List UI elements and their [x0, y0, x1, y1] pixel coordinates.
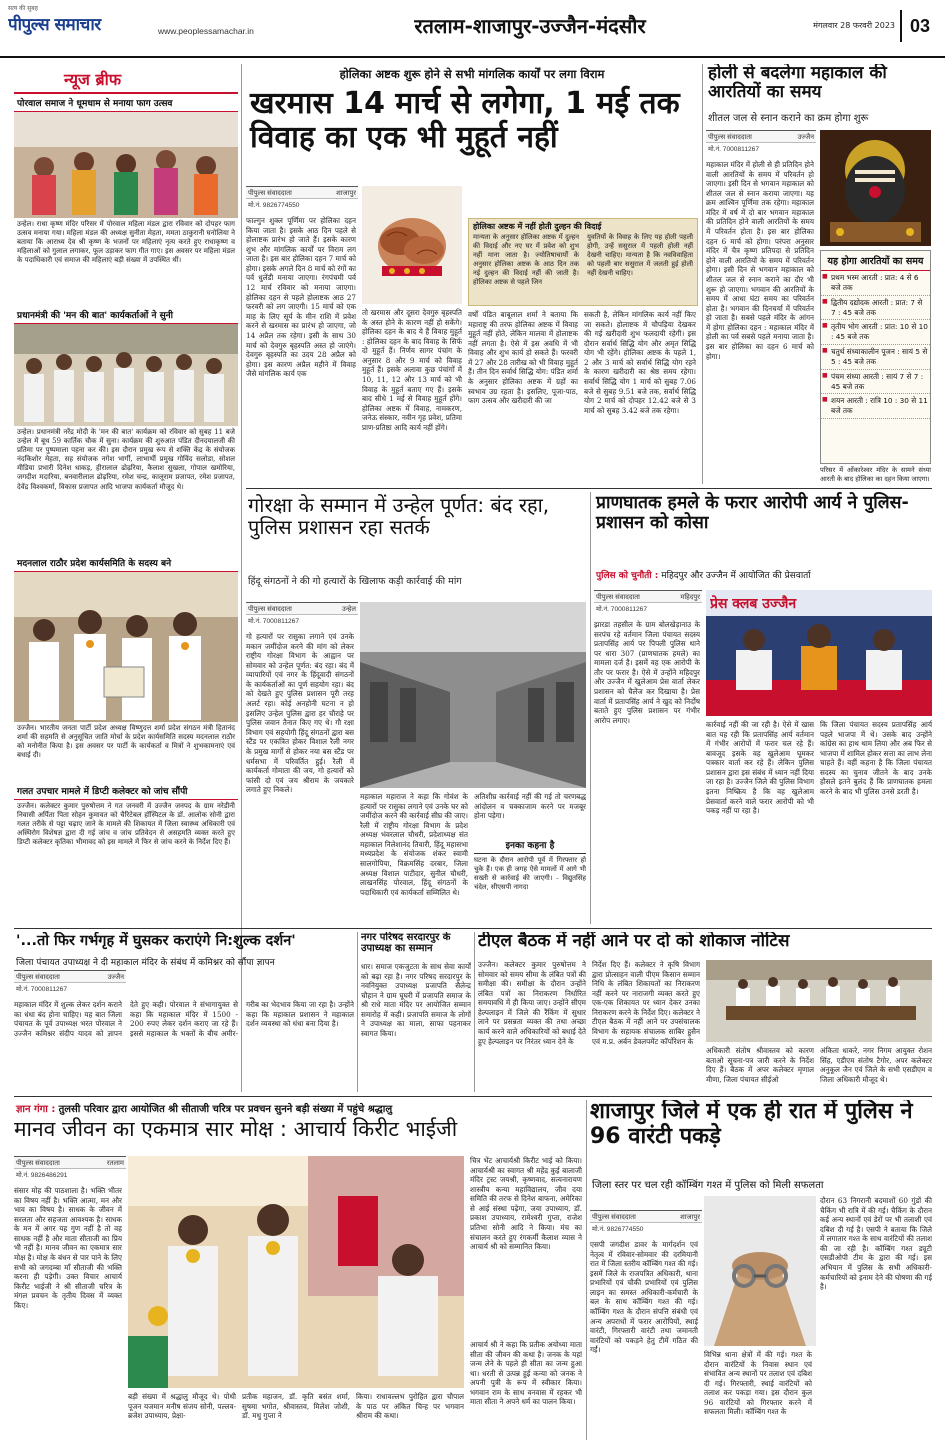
- kirit-bhaiji-photo: [128, 1156, 464, 1388]
- garbhagriha-story: [14, 932, 354, 1092]
- mahakal-body: महाकाल मंदिर में होली से ही प्रतिदिन होने वाली आरतियों के समय में परिवर्तन हो जाएगा। इसी दिन से भगवान महाकाल को शीतल जल से स्नान कराया जाएगा। यह क्रम आश्विन पूर्णिमा तक रहेगा। महाकाल मंदिर में वर्ष में दो बार भगवान महाकाल की प्रतिदिन होने वाली आरतियों के समय में परिवर्तन होता है। इस बार होलिका दहन 6 मार्च को होगा। परंपरा अनुसार मंदिर में चैत्र कृष्ण प्रतिपदा से प्रतिदिन होने वाली आरतियों के समय में परिवर्तन होगा। इसी दिन से भगवान महाकाल को शीतल जल से स्नान कराने का दौर भी शुरू हो जाएगा। भगवान की आरतियों के समय में आधा घंटा समय का परिवर्तन होता है। भगवान की दिनचर्या में परिवर्तन हो जाता है। सबसे पहले मंदिर के आंगन में होगा होलिका दहन : महाकाल मंदिर में होली का पर्व सबसे पहले मनाया जाता है। इस बार होलिका का दहन 6 मार्च को होगा।: [706, 160, 814, 361]
- edition-title: रतलाम-शाजापुर-उज्जैन-मंदसौर: [414, 14, 646, 38]
- lead-body-col1: फाल्गुन शुक्ल पूर्णिमा पर होलिका दहन किया जाता है। इसके आठ दिन पहले से होलाष्टक प्रारंभ हो जाते हैं। इसके कारण शुभ और मांगलिक कार्यों पर विराम लग जाता है। इस बार होलिका दहन 7 मार्च को होगा। इसके अगले दिन 8 मार्च को रंगों का पर्व धुलेंडी मनाया जाएगा। रंगपंचमी पर्व 12 मार्च रविवार को मनाया जाएगा। होलिका दहन से पहले होलाष्टक आठ 27 फरवरी को लग जाएगी। 15 मार्च को एक माह के लिए सूर्य के मीन राशि में प्रवेश करने से खरमास का प्रारंभ हो जाएगा, जो 14 अप्रैल तक रहेगा। इसी के साथ 30 मार्च को देवगुरु बृहस्पति अस्त हो जाएंगे। देवगुरु बृहस्पति का उदय 28 अप्रैल को होगा। इस कारण अप्रैल महीने में विवाह जैसे मांगलिक कार्य एक: [246, 216, 356, 379]
- gyan-ganga-caption2: प्रतीक महाजन, डॉ. कृति बसंत शर्मा, सुषमा भगोत, श्रीवास्तव, मिलेश जोशी, डॉ. मधु गुप्ता ने: [242, 1392, 350, 1421]
- pranghatak-byline: [594, 590, 702, 603]
- aarti-time-item: ■ प्रथम भस्म आरती : प्रात: 4 से 6 बजे तक: [821, 271, 930, 296]
- page-number: 03: [900, 10, 938, 42]
- handcuff-photo: [704, 1196, 816, 1346]
- quote-box-text: घटना के दौरान आरोपी पूर्व में गिरफ्तार हो चुके हैं। एक ही जगह ऐसे मामलों में आगे भी सख्ती से कार्रवाई की जाएगी। - विद्युतसिंह चंदेल, सीएसपी नागदा: [474, 856, 586, 892]
- mahakal-byline-block: [706, 130, 816, 154]
- nagar-parishad-headline: नगर परिषद सरदारपुर के उपाध्यक्ष का सम्मान: [361, 932, 451, 955]
- aarti-time-item: ■ द्वितीय दद्योदक आरती : प्रात: 7 से 7 : 45 बजे तक: [821, 296, 930, 321]
- empty-street-image: [360, 602, 586, 788]
- pranghatak-byline-block: [594, 590, 702, 614]
- nagar-parishad-story: [361, 932, 471, 1092]
- fag-utsav-photo: [14, 112, 238, 218]
- dateline: शाजापुर: [336, 190, 356, 197]
- gauraksha-body-col1: गो हत्यारों पर रासुका लगाने एवं उनके मकान जमींदोज करने की मांग को लेकर राष्ट्रीय गोरक्षा विभाग के आह्वान पर सोमवार को उन्हेल पूर्णत: बंद रहा। बंद में व्यापारियों एवं नगर के हिंदूवादी संगठनों के कार्यकर्ताओं का पूर्ण सहयोग रहा। बंद को देखते हुए पुलिस प्रशासन पूरी तरह अलर्ट रहा। कोई अनहोनी घटना न हो इसलिए उन्हेल पुलिस द्वारा हर चौराहे पर पुलिस जवान तैनात किए गए थे। गौ रक्षा विभाग एवं सहयोगी हिंदू संगठनों द्वारा बस स्टैंड पर एकत्रित होकर विशाल रैली नगर के प्रमुख मार्गों से होकर नया बस स्टैंड पर धर्मसभा में परिवर्तित हुई। रैली में कार्यकर्ता गोमाता की जय, गो हत्यारों को फांसी दो एवं जय श्रीराम के जयकारे लगाते हुए निकले।: [246, 632, 354, 795]
- pranghatak-kicker-red: पुलिस को चुनौती :: [596, 571, 659, 581]
- masthead: [0, 0, 945, 58]
- mahakal-footer: परिसर में ओंकारेश्वर मंदिर के सामने संध्या आरती के बाद होलिका का दहन किया जाएगा।: [820, 466, 931, 483]
- mahakal-story: [706, 64, 931, 484]
- section-divider: [246, 488, 932, 489]
- aarti-times-box: [820, 250, 931, 464]
- reporter-name: पीपुल्स संवाददाता: [16, 974, 60, 981]
- garbhagriha-byline-block: [14, 970, 126, 994]
- reporter-name: पीपुल्स संवाददाता: [592, 1214, 636, 1221]
- tl-baithak-body-col1: उज्जैन। कलेक्टर कुमार पुरुषोत्तम ने सोमवार को समय सीमा के लंबित पत्रों की समीक्षा की। समीक्षा के दौरान उन्होंने लंबित पत्रों का निराकरण निर्धारित समयावधि में ही किया जाए। उन्होंने सीएम हेल्पलाइन में जिले की रैंकिंग में सुधार लाने पर प्रसन्नता व्यक्त की तथा अच्छा कार्य करने वाले अधिकारियों को बधाई देते हुए हेल्पलाइन पर निरंतर ध्यान देने के: [478, 960, 586, 1046]
- lead-body-col3: वर्षों पंडित बाबूलाल शर्मा ने बताया कि महाराष्ट्र की तरफ होलिका अष्टक में विवाह मुहूर्त नहीं होते, लेकिन मालवा में होलाष्टक नहीं लगता है। ऐसे में इस अवधि में भी विवाह और शुभ कार्य हो सकते हैं। फरवरी में 27 और 28 तारीख को भी विवाह मुहूर्त हैं। तीन दिन सर्वार्थ सिद्धि योग: पंडित शर्मा के अनुसार होलिका अष्टक में ग्रहों का स्वभाव उग्र रहता है। इसलिए, पूजा-पाठ, फाग उत्सव और खरीदारी की जा: [468, 310, 578, 406]
- pranghatak-body-col3: कि जिला पंचायत सदस्य प्रतापसिंह आर्य पहले भाजपा में थे। उसके बाद उन्होंने कांग्रेस का हाथ थाम लिया और अब फिर से भाजपा में शामिल होकर सत्ता का लाभ लेना चाहते हैं। वहीं कहना है कि जिला पंचायत सदस्य का चुनाव जीतने के बाद उनके हौसले इतने बुलंद हैं कि प्राणघातक हमला करने के बाद भी पुलिस उनसे डरती है।: [820, 720, 932, 797]
- mahakal-headline: होली से बदलेगा महाकाल की आरतियों का समय: [708, 64, 887, 103]
- pranghatak-body-col2: कार्रवाई नहीं की जा रही है। ऐसे में खास बात यह रही कि प्रतापसिंह आर्य वर्तमान में गंभीर आरोपों में फरार चल रहे हैं। बावजूद इसके वह खुलेआम घूमकर पत्रकार वार्ता कर रहे हैं। लेकिन पुलिस प्रशासन द्वारा इस संबंध में ध्यान नहीं दिया जा रहा है। उज्जैन जिले की पुलिस विभाग इतना निष्क्रिय है कि वह खुलेआम प्रेसवार्ता करने वाले फरार आरोपी को भी पकड़ नहीं पा रहा है।: [706, 720, 814, 816]
- website-url[interactable]: www.peoplessamachar.in: [158, 26, 254, 36]
- gauraksha-byline: [246, 602, 358, 615]
- section-divider: [14, 928, 932, 929]
- shajapur-body-col2: विभिन्न थाना क्षेत्रों में की गई। गश्त के दौरान वारंटियों के निवास स्थान एवं संभावित अन्य स्थानों पर तलाश एवं दबिश दी गई। गिरफ्तारी, स्थाई वारंटियों को तलाश कर पकड़ा गया। इस दौरान कुल 96 वारंटियों को गिरफ्तार करने में सफलता मिली। कॉम्बिंग गश्त के: [704, 1350, 812, 1417]
- gyan-ganga-body-col4: आचार्य श्री ने कहा कि प्रतीक अयोध्या माता सीता की जीवन की कथा है। जनक के यहां जन्म लेने के पहले ही सीता का जन्म हुआ था। धरती से उत्पन्न हुई कन्या को जनक ने अपनी पुत्री के रूप में स्वीकार किया। भगवान राम के साथ वनवास में रहकर भी माता सीता ने अपने धर्म का पालन किया।: [470, 1340, 582, 1407]
- gauraksha-quote-box: [474, 836, 586, 924]
- press-club-photo: [706, 590, 932, 716]
- lead-kicker: होलिका अष्टक शुरू होने से सभी मांगलिक कार्यों पर लगा विराम: [339, 67, 605, 81]
- shajapur-body-col1: एसपी जगदीश डावर के मार्गदर्शन एवं नेतृत्व में रविवार-सोमवार की दरमियानी रात में जिला स्तरीय कॉम्बिंग गश्त की गई। इसमें जिले के राजपत्रित अधिकारी, थाना प्रभारियों एवं चौकी प्रभारियों एवं पुलिस लाइन का समस्त अधिकारी-कर्मचारी के बल के साथ कॉम्बिंग गश्त की गई। कॉम्बिंग गश्त के दौरान संपत्ति संबंधी एवं अन्य अपराधों में फरार आरोपियों, स्थाई वारंटी, गिरफ्तारी वारंटी तथा जमानती वारंटियों को पकड़ने हेतु टीमें गठित की गईं।: [590, 1240, 698, 1355]
- dateline: उन्हेल: [342, 606, 356, 613]
- news-brief-title: न्यूज ब्रीफ: [14, 64, 238, 94]
- section-divider: [14, 1096, 932, 1097]
- brief-2-headline: प्रधानमंत्री की 'मन की बात' कार्यकर्ताओं ने सुनी: [14, 306, 238, 324]
- brief-1-body: उन्हेल। राधा कृष्ण मंदिर परिसर में पोरवाल महिला मंडल द्वारा रविवार को दोपहर फाग उत्सव मनाया गया। महिला मंडल की अध्यक्ष सुनीता मेहता, ममता ठाकुरानी घनोलिया ने बताया कि आराध्य देव श्री कृष्ण के भजनों पर महिलाएं नृत्य करते हुए राधाकृष्ण व महिलाओं को गुलाल लगाकर, फूल उड़ाकर फाग गीत गाए। इस अवसर पर महिला मंडल के पदाधिकारी एवं समाज की महिलाएं बड़ी संख्या में उपस्थित थीं।: [17, 220, 235, 265]
- gauraksha-story: [246, 492, 586, 924]
- column-divider: [590, 492, 591, 924]
- reporter-name: पीपुल्स संवाददाता: [596, 594, 640, 601]
- nagar-parishad-body: धार। समाज एकजुटता के साथ सेवा कार्यों को बढ़ा रहा है। नगर परिषद सरदारपुर के नवनियुक्त उपाध्यक्ष प्रजापति सैलेन्द्र चौहान ने ग्राम घूघरी में प्रजापति समाज के श्री राधे माता मंदिर पर आयोजित सम्मान समारोह में कही। प्रजापति समाज के लोगों ने उपाध्यक्ष का माला, साफा पहनाकर स्वागत किया।: [361, 962, 471, 1039]
- tl-baithak-story: [478, 932, 932, 1092]
- vidai-box-title: होलिका अष्टक में नहीं होती दुल्हन की विदाई: [473, 222, 602, 231]
- lead-body-col2: तो खरमास और दूसरा देवगुरु बृहस्पति के अस्त होने के कारण नहीं हो सकेंगे। होलिका दहन के बाद ये हैं विवाह मुहूर्त : होलिका दहन के बाद विवाह के सिर्फ दो मुहूर्त हैं। निर्णय सागर पंचांग के अनुसार 8 और 9 मार्च को विवाह मुहूर्त हैं। इसके अलावा कुछ पंचांगों में 10, 11, 12 और 13 मार्च को भी विवाह के मुहूर्त बताए गए हैं। इसके बाद सीधे 1 मई से विवाह मुहूर्त होंगे। होलिका अष्टक में विवाह, नामकरण, जनेऊ संस्कार, नवीन गृह प्रवेश, प्रतिमा प्राण-प्रतिष्ठा आदि कार्य नहीं होंगे।: [362, 308, 462, 432]
- newspaper-logo[interactable]: [8, 4, 158, 38]
- aarti-times-list: [821, 271, 930, 419]
- aarti-time-item: ■ तृतीय भोग आरती : प्रात: 10 से 10 : 45 बजे तक: [821, 320, 930, 345]
- column-divider: [357, 932, 358, 1092]
- quote-box-title: इनका कहना है: [474, 836, 586, 854]
- reporter-mobile: मो.नं. 7000811267: [708, 146, 759, 153]
- shajapur-story: [590, 1100, 932, 1440]
- handcuffed-hands-image: [704, 1196, 816, 1346]
- garbhagriha-subhead: जिला पंचायत उपाध्यक्ष ने दी महाकाल मंदिर के संबंध में कमिश्नर को सौंपा ज्ञापन: [16, 958, 275, 968]
- reporter-name: पीपुल्स संवाददाता: [248, 606, 292, 613]
- shajapur-byline: [590, 1210, 702, 1223]
- vidai-box-col1: मान्यता के अनुसार होलिका अष्टक में दुल्हन की विदाई और नए घर में प्रवेश को शुभ नहीं माना जाता है। ज्योतिषाचार्यों के अनुसार होलिका अष्टक के आठ दिन तक नई दुल्हन की विदाई नहीं की जाती है। होलिका अष्टक से पहले जिन: [473, 233, 579, 287]
- gyan-ganga-body-col3: चित्र भेंट आचार्यश्री किरीट भाई को किया। आचार्यश्री का स्वागत श्री महेंद्र कुई बालाजी मंदिर ट्रस्ट जयश्री, कृष्णवाद, सत्यनारायण शास्त्रीय कन्या महाविद्यालय, जीव दया समिति की तरफ से दिनेश बाफना, अमेरिका से आई संस्था पढ़ेगा, जया उपाध्याय, डॉ. प्रकाश उपाध्याय, रामेश्वरी गुप्ता, राजेश प्रतिभा सोनी आदि ने किया। मंच का संचालन करते हुए रंगकर्मी कैलाश व्यास ने आचार्य श्री को सम्मानित किया।: [470, 1156, 582, 1252]
- gyan-ganga-body-col1: संसार मोह की पाठशाला है। भक्ति भीतर का विषय नहीं है। भक्ति आत्मा, मन और भाव का विषय है। साधक के जीवन में सरलता और सहजता आवश्यक है। साधक के मन में अगर यह गुण नहीं है तो वह साधक नहीं है और माता सीताजी का प्रिय भी नहीं है। मानव जीवन का एकमात्र सार मोक्ष है। मोक्ष के बंधन से पार पाने के लिए सभी को जगदम्बा माँ सीताजी की भक्ति करना ही पड़ेगी। उक्त विचार आचार्य किरीट भाईजी ने श्री सीताजी चरित्र के मंगल प्रवचन के तृतीय दिवस में व्यक्त किए।: [14, 1186, 122, 1310]
- pranghatak-kicker: महिदपुर और उज्जैन में आयोजित की प्रेसवार्ता: [661, 571, 811, 581]
- dateline: उज्जैन: [107, 974, 124, 981]
- pravachan-stage-image: [128, 1156, 464, 1388]
- column-divider: [702, 64, 703, 484]
- lead-story: [246, 64, 698, 484]
- reporter-mobile: मो.नं. 7000811267: [596, 606, 647, 613]
- closed-market-photo: [360, 602, 586, 788]
- dateline: महिदपुर: [680, 594, 700, 601]
- gauraksha-body-col3: अतिशीघ्र कार्रवाई नहीं की गई तो चरणबद्ध आंदोलन व चक्काजाम करने पर मजबूर होना पड़ेगा।: [474, 792, 586, 821]
- lead-byline-block: [246, 186, 358, 210]
- pranghatak-headline: प्राणघातक हमले के फरार आरोपी आर्य ने पुलिस-प्रशासन को कोसा: [596, 493, 909, 533]
- logo-text: पीपुल्स समाचार: [8, 15, 101, 35]
- reporter-mobile: मो.नं. 9826774550: [248, 202, 300, 209]
- vidai-box-col2: युवतियों के विवाह के लिए यह होली पहली होगी, उन्हें ससुराल में पहली होली नहीं देखनी चाहिए। मान्यता है कि नवविवाहिता को पहली बार ससुराल में जलती हुई होली नहीं देखनी चाहिए।: [587, 233, 693, 278]
- brief-4-body: उज्जैन। कलेक्टर कुमार पुरुषोत्तम ने गत जनवरी में उज्जैन जनपद के ग्राम नरेडीनी निवासी अर्पिता पिता सोहन कुमावत को चैरिटेबल हॉस्पिटल के डॉ. आलोक सोनी द्वारा गलत तरीके से पट्टा चढ़ाए जाने के मामले की शिकायत में जिला स्वास्थ्य अधिकारी एवं अस्थिरोग विशेषज्ञ द्वारा दी गई जांच व जांच प्रतिवेदन से असहमति व्यक्त करते हुए डिप्टी कलेक्टर कृतिका भीमावद को इस मामले में फिर से जांच करने के निर्देश दिए हैं।: [17, 802, 235, 847]
- gyan-ganga-byline: [14, 1156, 126, 1169]
- reporter-name: पीपुल्स संवाददाता: [248, 190, 292, 197]
- garbhagriha-headline: '...तो फिर गर्भगृह में घुसकर कराएंगे नि:शुल्क दर्शन': [16, 933, 296, 949]
- lead-body-col4: सकती है, लेकिन मांगलिक कार्य नहीं किए जा सकते। होलाष्टक में चौपड़िया देखकर की गई खरीदारी शुभ फलदायी रहेगी। इस दौरान सर्वार्थ सिद्धि योग और अमृत सिद्धि योग भी रहेंगे। होलिका अष्टक के पहले 1, 2 और 3 मार्च को सर्वार्थ सिद्धि योग रहने के कारण खरीदारी का श्रेष्ठ समय रहेगा। सर्वार्थ सिद्धि योग 1 मार्च को सुबह 7.06 बजे से सुबह 9.51 बजे तक, सर्वार्थ सिद्धि योग 2 मार्च को दोपहर 12.42 बजे से 3 मार्च को सुबह 3.42 बजे तक रहेगा।: [584, 310, 696, 415]
- shivling-image: [820, 130, 931, 246]
- gyan-ganga-body-col2: किया। राधावल्लभ पुरोहित द्वारा चौपाल के पाठ पर अंकित चिन्ह पर भगवान श्रीराम की कथा।: [356, 1392, 464, 1421]
- aarti-box-title: यह होगा आरतियों का समय: [821, 251, 930, 271]
- pranghatak-body-col1: झारडा तहसील के ग्राम बोलखेड़ानाउ के सरपंच रहे वर्तमान जिला पंचायत सदस्य प्रतापसिंह आर्य पर पिपली पुलिस थाने पर धारा 307 (प्राणघातक हमले) का मामला दर्ज है। इसमें वह एक आरोपी के तौर पर फरार है। ऐसे में उन्होंने महिदपुर और उज्जैन में खुलेआम प्रेस वार्ता लेकर प्रशासन को चैलेंज कर दिखाया है। प्रेस वार्ता में प्रतापसिंह आर्य ने खुद को निर्दोष बताते हुए पुलिस प्रशासन पर गंभीर आरोप लगाए।: [594, 620, 700, 725]
- shajapur-subhead: जिला स्तर पर चल रही कॉम्बिंग गश्त में पुलिस को मिली सफलता: [592, 1180, 824, 1191]
- gauraksha-body-col2: महाकाल महाराज ने कहा कि गोवंश के हत्यारों पर रासुका लगाने एवं उनके घर को जमींदोज करने की कार्रवाई सीघ्र की जाए। रैली में राष्ट्रीय गोरक्षा विभाग के प्रदेश अध्यक्ष भंवरलाल चौधरी, प्रदेशाध्यक्ष संत महाकाल निलेशानंद तिवारी, हिंदू महासभा मध्यप्रदेश के संयोजक शंकर स्वामी सालगोपिया, विक्रमसिंह दरबार, जिला अध्यक्ष विशाल पाटीदार, सुनील चौधरी, लाखनसिंह पोरवाल, हिंदू संगठनों के पदाधिकारी एवं कार्यकर्ता सम्मिलित थे।: [360, 792, 468, 897]
- vidai-box: [468, 218, 698, 306]
- tl-baithak-headline: टीएल बैठक में नहीं आने पर दो को शोकाज नोटिस: [478, 932, 790, 951]
- garbhagriha-body: महाकाल मंदिर में शुल्क लेकर दर्शन कराने का धंधा बंद होना चाहिए। यह बात जिला पंचायत के पूर्व उपाध्यक्ष भरत पोरवाल ने उज्जैन कमिश्नर संदीप यादव को ज्ञापन देते हुए कही। पोरवाल ने संभागायुक्त से कहा कि महाकाल मंदिर में 1500 - 200 रुपए लेकर दर्शन कराए जा रहे हैं। इससे महाकाल के भक्तों के बीच अमीर-गरीब का भेदभाव किया जा रहा है। उन्होंने कहा कि महाकाल प्रशासन ने महाकाल दर्शन व्यवस्था को धंधा बना दिया है।: [14, 1000, 354, 1038]
- aarti-time-item: ■ चतुर्थ संध्याकालीन पूजन : सायं 5 से 5 : 45 बजे तक: [821, 345, 930, 370]
- brief-3-headline: मदनलाल राठौर प्रदेश कार्यसमिति के सदस्य बने: [14, 554, 238, 572]
- gyan-ganga-kicker-line: [14, 1100, 582, 1118]
- meeting-room-image: [706, 960, 932, 1042]
- madanlal-rathore-photo: [14, 572, 238, 722]
- press-club-banner: प्रेस क्लब उज्जैन: [710, 596, 797, 612]
- garbhagriha-byline: [14, 970, 126, 983]
- tl-meeting-photo: [706, 960, 932, 1042]
- gyan-ganga-story: [14, 1100, 582, 1440]
- reporter-mobile: मो.नं. 9826486291: [16, 1172, 68, 1179]
- gyan-ganga-kicker: तुलसी परिवार द्वारा आयोजित श्री सीताजी चरित्र पर प्रवचन सुनने बड़ी संख्या में पहुंचे श्रद्धालु: [58, 1104, 393, 1115]
- shajapur-headline: शाजापुर जिले में एक ही रात में पुलिस ने 96 वारंटी पकड़े: [590, 1100, 913, 1149]
- tl-baithak-body-col4: अंकिता धाकरे, नगर निगम आयुक्त रोशन सिंह, एडीएम संतोष टैगोर, अपर कलेक्टर अनुकूल जैन एवं जिले के सभी एसडीएम व जिला अधिकारी मौजूद थे।: [820, 1046, 932, 1084]
- gyan-ganga-byline-block: [14, 1156, 126, 1180]
- dateline: उज्जैन: [797, 134, 814, 141]
- shajapur-byline-block: [590, 1210, 702, 1234]
- issue-date: मंगलवार 28 फरवरी 2023: [813, 21, 895, 30]
- brief-1-headline: पोरवाल समाज ने धूमधाम से मनाया फाग उत्सव: [14, 94, 238, 112]
- lead-headline: खरमास 14 मार्च से लगेगा, 1 मई तक विवाह का एक भी मुहूर्त नहीं: [250, 86, 680, 155]
- brief-4-headline: गलत उपचार मामले में डिप्टी कलेक्टर को जांच सौंपी: [14, 782, 238, 800]
- aarti-time-item: ■ पंचम संध्या आरती : सायं 7 से 7 : 45 बजे तक: [821, 370, 930, 395]
- column-divider: [586, 1100, 587, 1440]
- gauraksha-headline: गोरक्षा के सम्मान में उन्हेल पूर्णत: बंद रहा, पुलिस प्रशासन रहा सतर्क: [248, 493, 550, 540]
- brief-2-photo: [14, 324, 238, 426]
- gauraksha-subhead: हिंदू संगठनों ने की गो हत्यारों के खिलाफ कड़ी कार्रवाई की मांग: [248, 576, 462, 587]
- column-divider: [474, 932, 475, 1092]
- lead-byline: [246, 186, 358, 199]
- pranghatak-kicker-line: [594, 566, 932, 584]
- mehndi-hands-image: [362, 186, 462, 304]
- mahakal-byline: [706, 130, 816, 143]
- reporter-mobile: मो.नं. 7000811267: [16, 986, 67, 993]
- logo-tagline: सत्य की सुबह: [8, 5, 38, 12]
- shajapur-body-col3: दौरान 63 निगरानी बदमाशों 60 गुंडों की चैकिंग भी रात्रि में की गई। चैकिंग के दौरान कई अन्य स्थानों एवं डेरों पर भी तलाशी एवं दबिश दी गई है। एसपी ने बताया कि जिले में लगातार गश्त के साथ वारंटियों की तलाश की जा रही है। कॉम्बिंग गश्त ड्यूटी एसडीओपी टीम के द्वारा की गई। इस अभियान में पुलिस के सभी अधिकारी-कर्मचारियों को इनाम देने की घोषणा की गई है।: [820, 1196, 932, 1292]
- reporter-name: पीपुल्स संवाददाता: [16, 1160, 60, 1167]
- gyan-ganga-headline: मानव जीवन का एकमात्र सार मोक्ष : आचार्य किरीट भाईजी: [14, 1117, 458, 1141]
- tl-baithak-body-col3: अधिकारी संतोष श्रीवास्तव को कारण बताओ सूचना-पत्र जारी करने के निर्देश दिए हैं। बैठक में अपर कलेक्टर मृणाल मीणा, जिला पंचायत सीईओ: [706, 1046, 814, 1084]
- brief-1-photo: [14, 112, 238, 218]
- reporter-name: पीपुल्स संवाददाता: [708, 134, 752, 141]
- brief-3-body: उज्जैन। भारतीय जनता पार्टी प्रदेश अध्यक्ष विष्णुदत्त शर्मा प्रदेश संगठन मंत्री हितानंद शर्मा की सहमति से अनुसूचित जाति मोर्चा के प्रदेश कार्यसमिति सदस्य मदनलाल राठौर को मनोनीत किया है। इस अवसर पर पार्टी के कार्यकर्ता व मित्रों ने शुभकामनाएं एवं बधाई दी।: [17, 724, 235, 760]
- gyan-ganga-kicker-red: ज्ञान गंगा :: [16, 1104, 56, 1115]
- gauraksha-byline-block: [246, 602, 358, 626]
- reporter-mobile: मो.नं. 7000811267: [248, 618, 299, 625]
- mahakal-subhead: शीतल जल से स्नान कराने का क्रम होगा शुरू: [708, 113, 869, 124]
- mahakal-shivling-photo: [820, 130, 931, 246]
- mann-ki-baat-photo: [14, 324, 238, 426]
- pranghatak-story: [594, 492, 932, 924]
- tl-baithak-body-col2: निर्देश दिए हैं। कलेक्टर ने कृषि विभाग द्वारा प्रोत्साहन वाली पीएम किसान सम्मान निधि के लंबित शिकायतों का निराकरण नहीं करने पर नाराजगी व्यक्त करते हुए एक-एक शिकायत पर ध्यान देकर उनका निराकरण करने के निर्देश दिए। कलेक्टर ने टीएल बैठक में नहीं आने पर उपसंचालक विभाग के सहायक संचालक साबिर हुसैन एवं म.प्र. अर्बन डेवलपमेंट कॉर्पोरेशन के: [592, 960, 700, 1046]
- wedding-hands-photo: [362, 186, 462, 304]
- brief-3-photo: [14, 572, 238, 722]
- brief-2-body: उन्हेल। प्रधानमंत्री नरेंद्र मोदी के 'मन की बात' कार्यक्रम को रविवार को सुबह 11 बजे उन्हेल में बूथ 59 कार्तिक चौक में सुना। कार्यक्रम की शुरुआत पंडित दीनदयालजी की प्रतिमा पर पुष्पमाला पहना कर की। इस दौरान प्रमुख रूप से शक्ति केंद्र के संयोजक नंदकिशोर मेहता, सह संयोजक नगेश भार्गी, लाभार्थी प्रमुख गोविंद सलोडा, सोशल मीडिया प्रभारी दिनेश धाकड़, हीरालाल ढोढ़रिया, कैलाश सुखला, गोपाल खमोरिया, जगदीश मदारिया, बनवारीलाल ढोढ़रिया, रमेश चन्द्र, कालूराम प्रजापत, रमेश प्रजापत, देवेंद्र विश्वकर्मा, विकास प्रजापत आदि भाजपा कार्यकर्ता मौजूद थे।: [17, 428, 235, 491]
- aarti-time-item: ■ शयन आरती : रात्रि 10 : 30 से 11 बजे तक: [821, 394, 930, 419]
- reporter-mobile: मो.नं. 9826774550: [592, 1226, 644, 1233]
- gyan-ganga-caption1: बड़ी संख्या में श्रद्धालु मौजूद थे। पोथी पूजन यजमान मनीष संजय सोनी, पल्लव-ब्रजेश उपाध्याय, प्रेक्षा-: [128, 1392, 236, 1421]
- dateline: रतलाम: [106, 1160, 124, 1167]
- dateline: शाजापुर: [680, 1214, 700, 1221]
